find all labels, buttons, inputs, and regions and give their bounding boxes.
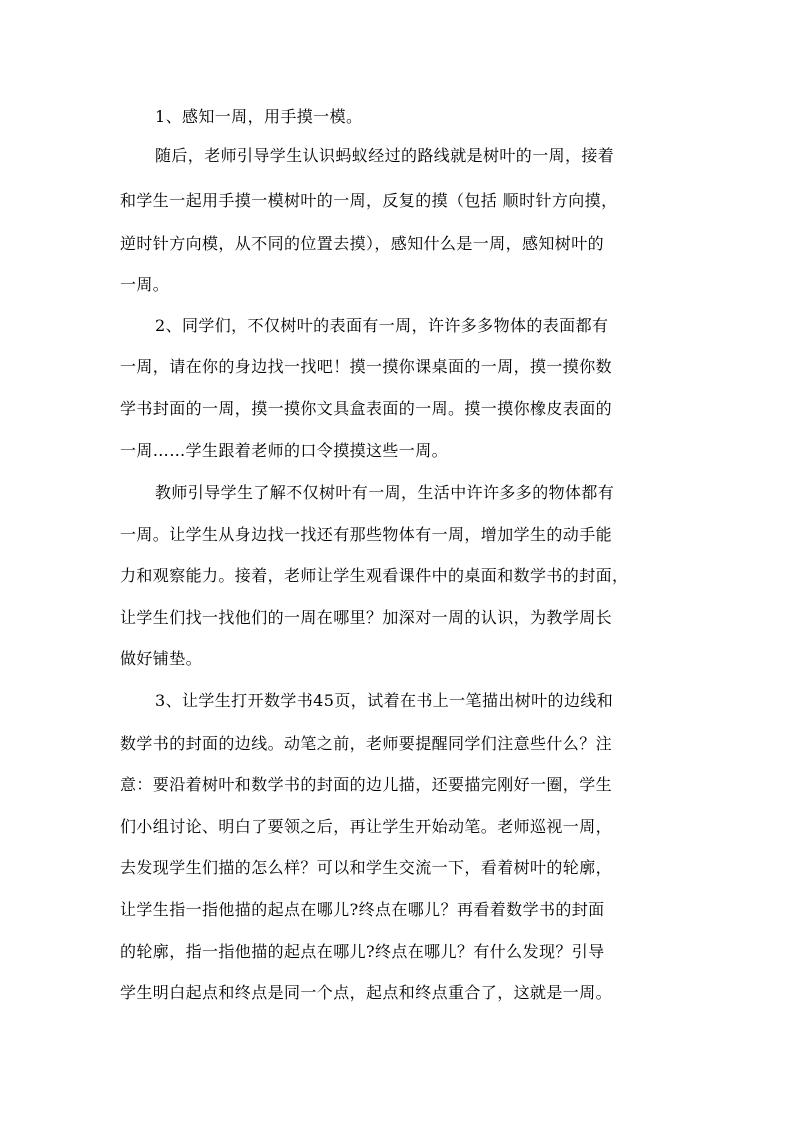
paragraph-2-line-2: 和学生一起用手摸一模树叶的一周，反复的摸（包括 顺时针方向摸， (120, 191, 618, 210)
paragraph-5-line-4: 们小组讨论、明白了要领之后，再让学生开始动笔。老师巡视一周， (120, 817, 613, 836)
paragraph-5-line-2: 数学书的封面的边线。动笔之前，老师要提醒同学们注意些什么？注 (120, 734, 613, 753)
paragraph-3-line-3: 学书封面的一周，摸一摸你文具盒表面的一周。摸一摸你橡皮表面的 (120, 399, 613, 418)
paragraph-2-line-4: 一周。 (120, 275, 170, 294)
paragraph-3-line-2: 一周，请在你的身边找一找吧！摸一摸你课桌面的一周，摸一摸你数 (120, 357, 613, 376)
paragraph-5-line-1: 3、让学生打开数学书45页，试着在书上一笔描出树叶的边线和 (155, 691, 614, 710)
paragraph-3-line-4: 一周……学生跟着老师的口令摸摸这些一周。 (120, 441, 449, 460)
paragraph-5-line-3: 意：要沿着树叶和数学书的封面的边儿描，还要描完刚好一圈，学生 (120, 775, 613, 794)
paragraph-2-line-3: 逆时针方向模，从不同的位置去摸），感知什么是一周，感知树叶的 (120, 234, 605, 253)
paragraph-4-line-5: 做好铺垫。 (120, 649, 203, 668)
paragraph-3-line-1: 2、同学们，不仅树叶的表面有一周，许许多多物体的表面都有 (155, 316, 609, 335)
paragraph-5-line-6: 让学生指一指他描的起点在哪儿?终点在哪儿？再看着数学书的封面 (120, 900, 605, 919)
paragraph-1-line-1: 1、感知一周，用手摸一模。 (155, 107, 363, 126)
paragraph-4-line-3: 力和观察能力。接着，老师让学生观看课件中的桌面和数学书的封面， (120, 566, 629, 585)
paragraph-2-line-1: 随后，老师引导学生认识蚂蚁经过的路线就是树叶的一周，接着 (155, 146, 615, 165)
paragraph-4-line-4: 让学生们找一找他们的一周在哪里？加深对一周的认识，为教学周长 (120, 608, 613, 627)
paragraph-5-line-8: 学生明白起点和终点是同一个点，起点和终点重合了，这就是一周。 (120, 983, 613, 1002)
paragraph-4-line-1: 教师引导学生了解不仅树叶有一周，生活中许许多多的物体都有 (155, 483, 615, 502)
paragraph-5-line-7: 的轮廓，指一指他描的起点在哪儿?终点在哪儿？有什么发现？引导 (120, 942, 605, 961)
paragraph-5-line-5: 去发现学生们描的怎么样？可以和学生交流一下，看着树叶的轮廓， (120, 858, 613, 877)
paragraph-4-line-2: 一周。让学生从身边找一找还有那些物体有一周，增加学生的动手能 (120, 525, 613, 544)
